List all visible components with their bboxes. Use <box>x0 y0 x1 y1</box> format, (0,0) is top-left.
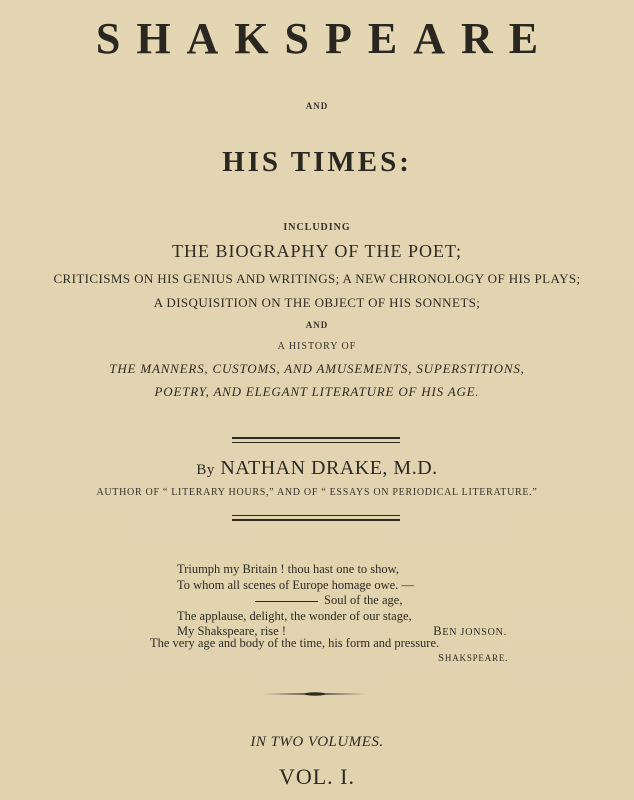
sub-title: HIS TIMES: <box>222 146 412 178</box>
poem-line-text: My Shakspeare, rise ! <box>177 624 286 638</box>
volume-number: VOL. I. <box>278 764 356 789</box>
history-of-label: A HISTORY OF <box>277 341 357 352</box>
poem-line: To whom all scenes of Europe homage owe. — <box>177 577 414 592</box>
author-name: NATHAN DRAKE, M.D. <box>220 457 438 479</box>
swelled-rule-ornament <box>264 691 366 697</box>
author-line <box>0 456 634 482</box>
main-title: SHAKSPEARE <box>95 14 555 63</box>
contents-biography: THE BIOGRAPHY OF THE POET; <box>171 241 462 261</box>
poem-line: Triumph my Britain ! thou hast one to show, <box>177 562 399 576</box>
epigraph-poem <box>177 562 517 640</box>
em-rule-dash <box>255 601 318 602</box>
author-by: By <box>196 462 215 478</box>
double-rule-divider-bottom <box>232 515 400 521</box>
connector-and-2: AND <box>305 320 329 330</box>
poem-line-indented <box>177 593 517 609</box>
connector-and: AND <box>305 101 329 111</box>
poem-line: The applause, delight, the wonder of our stage, <box>177 608 412 623</box>
poem-line-text: Soul of the age, <box>324 593 403 607</box>
epigraph-quote: The very age and body of the time, his form and pressure. <box>150 636 440 650</box>
poem-attribution: BEN JONSON. <box>433 624 507 638</box>
double-rule-divider <box>232 437 400 443</box>
contents-disquisition: A DISQUISITION ON THE OBJECT OF HIS SONNETS; <box>153 295 481 310</box>
contents-criticisms: CRITICISMS ON HIS GENIUS AND WRITINGS; A NEW CHRONOLOGY OF HIS PLAYS; <box>53 271 581 286</box>
quote-attribution: SHAKSPEARE. <box>438 652 509 664</box>
contents-manners: THE MANNERS, CUSTOMS, AND AMUSEMENTS, SUPERSTITIONS, <box>109 361 525 376</box>
including-label: INCLUDING <box>283 222 351 233</box>
contents-poetry: POETRY, AND ELEGANT LITERATURE OF HIS AGE. <box>154 384 480 399</box>
volumes-note: IN TWO VOLUMES. <box>250 734 384 750</box>
author-credits: AUTHOR OF “ LITERARY HOURS,” AND OF “ ESSAYS ON PERIODICAL LITERATURE.” <box>96 487 538 498</box>
